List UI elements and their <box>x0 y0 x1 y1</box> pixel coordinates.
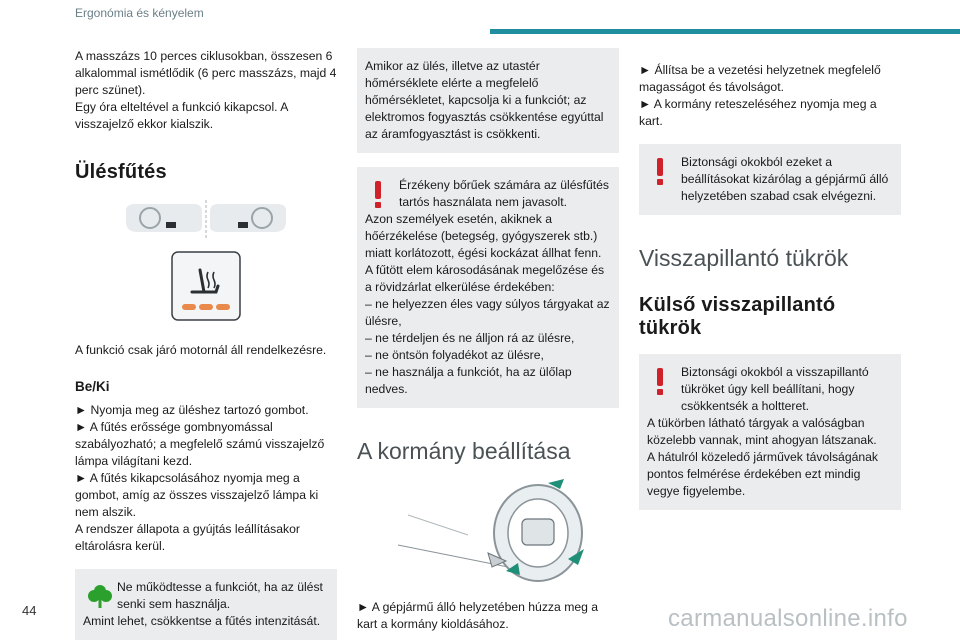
seat-heating-button-icon <box>170 250 242 322</box>
instruction-step: ► Állítsa be a vezetési helyzetnek megfelelő magasságot és távolságot. <box>639 63 881 94</box>
instruction-note: A rendszer állapota a gyújtás leállításakor eltárolásra kerül. <box>75 522 300 553</box>
warning-text: Érzékeny bőrűek számára az ülésfűtés tartós használata nem javasolt. <box>399 178 609 209</box>
column-2 <box>357 48 619 633</box>
column-1 <box>75 48 337 640</box>
instruction-step: ► A kormány reteszeléséhez nyomja meg a kart. <box>639 97 877 128</box>
mirror-safety-text: A tükörben látható tárgyak a valóságban közelebb vannak, mint ahogyan látszanak. <box>647 416 877 447</box>
steering-instruction: ► A gépjármű álló helyzetében húzza meg a kart a kormány kioldásához. <box>357 600 599 631</box>
warning-list-item: – ne helyezzen éles vagy súlyos tárgyakat az ülésre, <box>365 297 610 328</box>
running-header: Ergonómia és kényelem <box>75 6 204 20</box>
exclamation-warning-icon <box>651 156 669 186</box>
section-title-mirrors: Visszapillantó tükrök <box>639 245 849 271</box>
mirror-safety-text: Biztonsági okokból a visszapillantó tükröket úgy kell beállítani, hogy csökkentsék a holtteret. <box>681 365 869 413</box>
instruction-step: ► A fűtés kikapcsolásához nyomja meg a gombot, amíg az összes visszajelző lámpa ki nem alszik. <box>75 471 319 519</box>
intro-paragraph: A masszázs 10 perces ciklusokban, összesen 6 alkalommal ismétlődik (6 perc masszázs, majd 4 perc szünet). <box>75 49 337 97</box>
eco-tip-text: Ne működtesse a funkciót, ha az ülést senki sem használja. <box>117 580 323 611</box>
steering-safety-box <box>639 144 901 215</box>
subsection-title-exterior-mirrors: Külső visszapillantó tükrök <box>639 294 836 339</box>
seat-position-illustration <box>106 196 306 244</box>
warning-text: Azon személyek esetén, akiknek a hőérzékelése (betegség, gyógyszerek stb.) miatt korlátozott, égési kockázat állhat fenn. <box>365 212 602 260</box>
subsection-title-onoff: Be/Ki <box>75 379 110 394</box>
instruction-step: ► A fűtés erőssége gombnyomással szabályozható; a megfelelő számú visszajelző lámpa világítani kezd. <box>75 420 325 468</box>
exclamation-warning-icon <box>369 179 387 209</box>
section-title-seat-heating: Ülésfűtés <box>75 161 167 183</box>
steering-adjustment-illustration <box>388 475 588 585</box>
column-3 <box>639 48 901 510</box>
page-number: 44 <box>22 603 37 618</box>
eco-tip-text: Amint lehet, csökkentse a fűtés intenzitását. <box>83 614 321 628</box>
warning-list-item: – ne térdeljen és ne álljon rá az ülésre, <box>365 331 575 345</box>
eco-tip-box <box>75 569 337 640</box>
availability-note: A funkció csak járó motornál áll rendelkezésre. <box>75 343 327 357</box>
seat-heating-warning-box <box>357 167 619 408</box>
exclamation-warning-icon <box>651 366 669 396</box>
intro-paragraph: Egy óra elteltével a funkció kikapcsol. A visszajelző ekkor kialszik. <box>75 100 288 131</box>
energy-saving-text: Amikor az ülés, illetve az utastér hőmérséklete elérte a megfelelő hőmérsékletet, kapcsolja ki a funkciót; az elektromos fogyasztás csökkentése egyúttal az áramfogyasztást is csökkenti. <box>365 59 604 141</box>
mirror-safety-box <box>639 354 901 510</box>
instruction-step: ► Nyomja meg az üléshez tartozó gombot. <box>75 403 309 417</box>
warning-list-item: – ne öntsön folyadékot az ülésre, <box>365 348 544 362</box>
section-title-steering: A kormány beállítása <box>357 438 571 464</box>
warning-list-item: – ne használja a funkciót, ha az ülőlap nedves. <box>365 365 572 396</box>
safety-text: Biztonsági okokból ezeket a beállításokat kizárólag a gépjármű álló helyzetében szabad csak elvégezni. <box>681 155 889 203</box>
energy-saving-box <box>357 48 619 153</box>
mirror-safety-text: A hátulról közeledő járművek távolságának pontos felmérése érdekében ezt mindig vegye figyelembe. <box>647 450 879 498</box>
watermark: carmanualsonline.info <box>668 605 908 632</box>
header-accent-bar <box>490 29 960 34</box>
green-leaf-eco-icon <box>87 583 113 609</box>
warning-text: A fűtött elem károsodásának megelőzése és a rövidzárlat elkerülése érdekében: <box>365 263 605 294</box>
